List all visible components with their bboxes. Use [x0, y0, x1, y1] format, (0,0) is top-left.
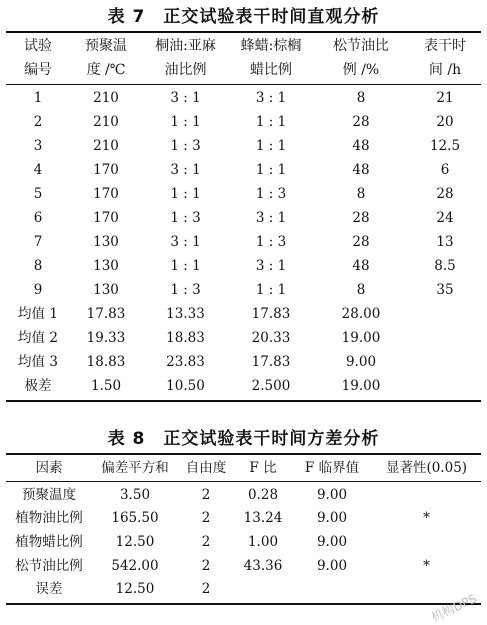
table-cell: 误差: [35, 581, 63, 598]
table7-header-cell: 预聚温 度 /℃: [85, 38, 127, 78]
table-row: [6, 530, 481, 554]
table7-header-row: [6, 33, 481, 83]
table-cell: 542.00: [111, 557, 159, 574]
table-row: [6, 350, 481, 374]
table-cell: 9.00: [345, 354, 377, 370]
table-cell: 28: [352, 210, 370, 226]
table-cell: 8: [356, 186, 366, 202]
table-row: [6, 507, 481, 531]
table-cell: 48: [352, 138, 370, 154]
table-row: [6, 483, 481, 507]
table-cell: 1 : 3: [255, 234, 287, 250]
table-cell: 28: [436, 186, 454, 202]
table8-header-cell: 因素: [35, 460, 63, 476]
table-cell: 18.83: [86, 354, 126, 370]
table-cell: 8: [356, 90, 366, 106]
table-cell: 170: [93, 186, 119, 202]
table-cell: 12.50: [115, 581, 155, 598]
table-cell: 9: [33, 282, 43, 298]
table-cell: 165.50: [111, 510, 159, 527]
table-cell: 13.33: [166, 306, 205, 322]
table-cell: 170: [93, 162, 119, 178]
table-cell: 19.00: [341, 378, 381, 394]
table-cell: 8: [356, 282, 366, 298]
table-cell: 均值 2: [18, 330, 58, 346]
table-cell: 35: [436, 282, 454, 298]
table-cell: 1.50: [90, 378, 122, 394]
table8-bottom-rule: [6, 603, 481, 605]
table-cell: 6: [440, 162, 450, 178]
table-cell: 极差: [24, 378, 52, 394]
table-cell: 1 : 3: [170, 138, 201, 154]
table-cell: 21: [436, 90, 454, 106]
table-cell: 8.5: [434, 258, 456, 274]
table7-header-cell: 蜂蜡:棕榈 蜡比例: [240, 38, 302, 78]
table-cell: 210: [93, 138, 119, 154]
table-cell: 1: [33, 90, 43, 106]
table-cell: 6: [33, 210, 43, 226]
table7-title: 表 7 正交试验表干时间直观分析: [107, 7, 380, 27]
table-row: [6, 110, 481, 134]
table-cell: 2.500: [251, 378, 291, 394]
table-cell: 5: [33, 186, 43, 202]
table-row: [6, 134, 481, 158]
table-cell: 18.83: [166, 330, 205, 346]
table8-header-row: [6, 455, 481, 481]
table7-body: [6, 86, 481, 398]
table-cell: 2: [201, 533, 211, 550]
table-cell: 48: [352, 162, 370, 178]
table-row: [6, 158, 481, 182]
table-row: [6, 577, 481, 601]
table-row: [6, 302, 481, 326]
table-cell: 松节油比例: [15, 557, 83, 574]
table7-header-cell: 表干时 间 /h: [424, 38, 466, 78]
table-cell: 预聚温度: [22, 486, 76, 503]
table-cell: 210: [93, 114, 119, 130]
table-cell: 3 : 1: [255, 90, 287, 106]
table8: [6, 455, 481, 481]
table-cell: 0.28: [247, 486, 279, 503]
table-cell: 3 : 1: [255, 258, 287, 274]
table-cell: 1 : 3: [170, 210, 201, 226]
table7-bottom-rule: [6, 400, 481, 402]
table-cell: 9.00: [316, 486, 348, 503]
table-cell: 13.24: [243, 510, 283, 527]
table-cell: 1 : 1: [170, 114, 201, 130]
table-cell: 17.83: [251, 354, 291, 370]
table-cell: 1 : 1: [255, 138, 287, 154]
table-cell: 2: [33, 114, 43, 130]
watermark: 机构DPS: [429, 591, 479, 625]
table-row: [6, 554, 481, 578]
table-cell: 17.83: [251, 306, 291, 322]
table-row: [6, 326, 481, 350]
table8-header-cell: F 临界值: [304, 460, 360, 476]
table-cell: 130: [93, 234, 119, 250]
table7-header-cell: 松节油比 例 /%: [333, 38, 389, 78]
table-cell: *: [423, 557, 430, 574]
table-cell: 2: [201, 557, 211, 574]
table-cell: 1 : 1: [255, 114, 287, 130]
table-cell: 130: [93, 258, 119, 274]
table-cell: 24: [436, 210, 454, 226]
table8-header-rule: [6, 481, 481, 482]
table-cell: 23.83: [166, 354, 205, 370]
table-cell: 2: [201, 581, 211, 598]
table-cell: 3: [33, 138, 43, 154]
table-cell: 9.00: [316, 510, 348, 527]
table-cell: 1 : 1: [170, 258, 201, 274]
table-cell: 13: [436, 234, 454, 250]
table-row: [6, 182, 481, 206]
table-cell: 1 : 3: [170, 282, 201, 298]
table-cell: 10.50: [166, 378, 205, 394]
table7: [6, 33, 481, 83]
table-cell: 8: [33, 258, 43, 274]
table-cell: *: [423, 510, 430, 527]
table-cell: 1.00: [247, 533, 279, 550]
table-row: [6, 86, 481, 110]
table-cell: 9.00: [316, 557, 348, 574]
table-cell: 3 : 1: [255, 210, 287, 226]
table-cell: 2: [201, 486, 211, 503]
table-cell: 20: [436, 114, 454, 130]
table8-header-cell: F 比: [249, 460, 277, 476]
table-row: [6, 254, 481, 278]
table-cell: 植物油比例: [15, 510, 83, 527]
table-cell: 170: [93, 210, 119, 226]
table-cell: 1 : 3: [255, 186, 287, 202]
table-cell: 植物蜡比例: [15, 533, 83, 550]
table-cell: 1 : 1: [255, 282, 287, 298]
table-cell: 19.00: [341, 330, 381, 346]
table8-header-cell: 显著性(0.05): [385, 460, 468, 476]
table-cell: 3 : 1: [170, 162, 201, 178]
table-row: [6, 278, 481, 302]
table7-header-cell: 试验 编号: [24, 38, 52, 78]
table-cell: 3 : 1: [170, 234, 201, 250]
table-cell: 均值 3: [18, 354, 58, 370]
table-cell: 17.83: [86, 306, 126, 322]
table-cell: 28: [352, 234, 370, 250]
table7-header-cell: 桐油:亚麻 油比例: [155, 38, 216, 78]
table-cell: 130: [93, 282, 119, 298]
table-cell: 9.00: [316, 533, 348, 550]
table-cell: 43.36: [243, 557, 283, 574]
table-cell: 28.00: [341, 306, 381, 322]
table8-header-cell: 偏差平方和: [101, 460, 169, 476]
table-cell: 3.50: [119, 486, 151, 503]
table-cell: 2: [201, 510, 211, 527]
table-row: [6, 230, 481, 254]
table8-header-cell: 自由度: [185, 460, 227, 476]
table-cell: 20.33: [251, 330, 291, 346]
table-cell: 12.50: [115, 533, 155, 550]
table-cell: 7: [33, 234, 43, 250]
table-cell: 均值 1: [18, 306, 58, 322]
table7-header-rule: [6, 84, 481, 85]
table-cell: 28: [352, 114, 370, 130]
table-cell: 48: [352, 258, 370, 274]
table-cell: 4: [33, 162, 43, 178]
table-cell: 1 : 1: [170, 186, 201, 202]
table-cell: 19.33: [86, 330, 126, 346]
table8-title: 表 8 正交试验表干时间方差分析: [107, 429, 380, 449]
table-cell: 3 : 1: [170, 90, 201, 106]
table-row: [6, 374, 481, 398]
table-cell: 12.5: [429, 138, 461, 154]
table-cell: 1 : 1: [255, 162, 287, 178]
table8-body: [6, 483, 481, 601]
table-cell: 210: [93, 90, 119, 106]
table-row: [6, 206, 481, 230]
